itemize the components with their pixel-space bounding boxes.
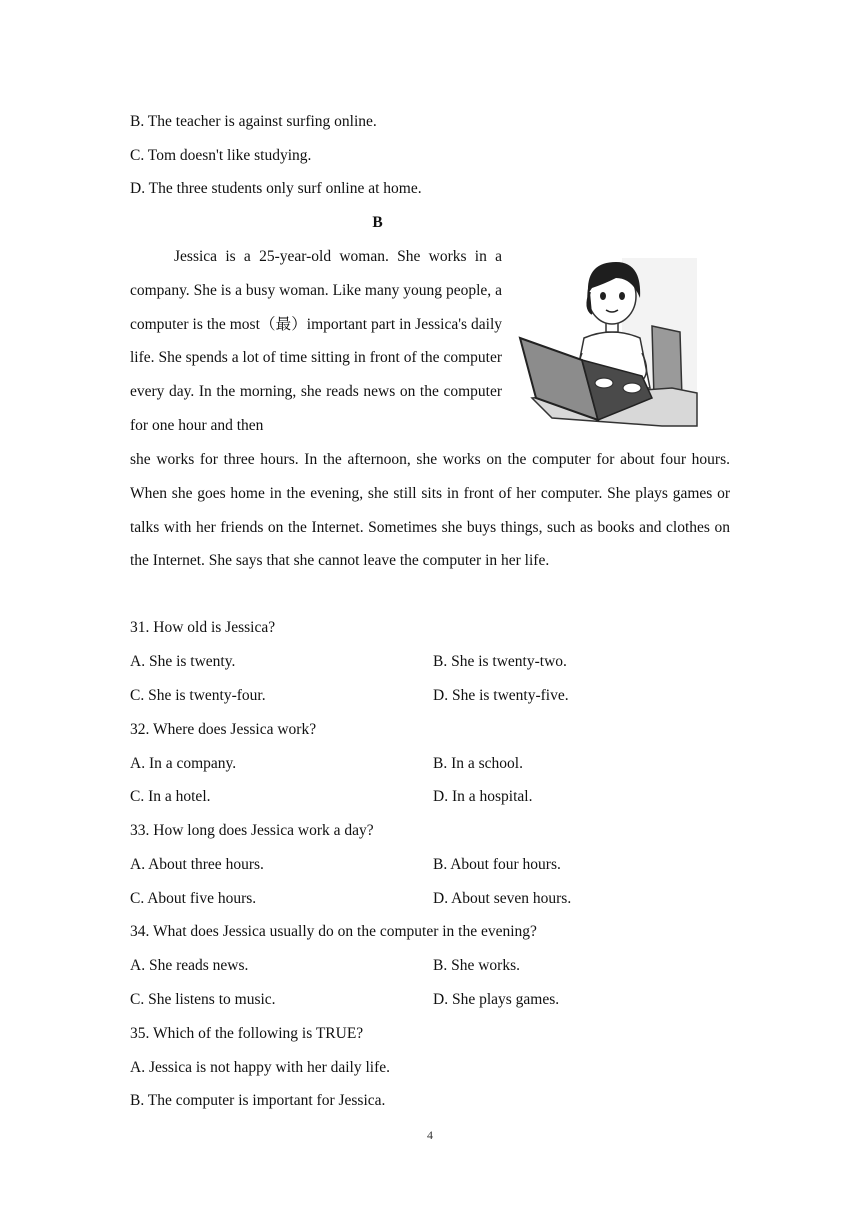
question-33-option-c[interactable]: C. About five hours. (130, 890, 257, 907)
question-32-option-b[interactable]: B. In a school. (433, 755, 523, 772)
section-heading: B (372, 214, 383, 231)
question-31-option-d[interactable]: D. She is twenty-five. (433, 687, 569, 704)
question-31-option-a[interactable]: A. She is twenty. (130, 653, 236, 670)
passage-narrow (130, 240, 502, 443)
woman-at-computer-illustration (512, 248, 702, 428)
question-33-option-d[interactable]: D. About seven hours. (433, 890, 572, 907)
passage-narrow-text: Jessica is a 25-year-old woman. She works in a company. She is a busy woman. Like many young people, a computer is the most（最）important part in Jessica's daily life. She spends a lot of time sitting in front of the computer every day. In the morning, she reads news on the computer for one hour and then (130, 248, 502, 434)
question-31-stem: 31. How old is Jessica? (130, 619, 276, 636)
question-32-stem: 32. Where does Jessica work? (130, 721, 317, 738)
question-32-option-c[interactable]: C. In a hotel. (130, 788, 211, 805)
question-33-stem: 33. How long does Jessica work a day? (130, 822, 374, 839)
page-number: 4 (427, 1128, 433, 1142)
question-35-option-a[interactable]: A. Jessica is not happy with her daily life. (130, 1059, 391, 1076)
option-c-prev: C. Tom doesn't like studying. (130, 147, 312, 164)
question-31-option-c[interactable]: C. She is twenty-four. (130, 687, 266, 704)
option-d-prev: D. The three students only surf online at home. (130, 180, 422, 197)
question-34-option-d[interactable]: D. She plays games. (433, 991, 560, 1008)
question-34-stem: 34. What does Jessica usually do on the computer in the evening? (130, 923, 537, 940)
question-34-option-b[interactable]: B. She works. (433, 957, 520, 974)
question-35-stem: 35. Which of the following is TRUE? (130, 1025, 364, 1042)
question-32-option-d[interactable]: D. In a hospital. (433, 788, 533, 805)
question-35-option-b[interactable]: B. The computer is important for Jessica. (130, 1092, 386, 1109)
option-b-prev: B. The teacher is against surfing online. (130, 113, 377, 130)
question-33-option-b[interactable]: B. About four hours. (433, 856, 561, 873)
question-31-option-b[interactable]: B. She is twenty-two. (433, 653, 567, 670)
question-32-option-a[interactable]: A. In a company. (130, 755, 237, 772)
question-34-option-a[interactable]: A. She reads news. (130, 957, 249, 974)
passage-wide-text: she works for three hours. In the afternoon, she works on the computer for about four hours. When she goes home in the evening, she still sits in front of her computer. She plays games or talks with her friends on the Internet. Sometimes she buys things, such as books and clothes on the Internet. She says that she cannot leave the computer in her life. (130, 451, 730, 570)
passage-wide (130, 443, 730, 578)
question-33-option-a[interactable]: A. About three hours. (130, 856, 264, 873)
question-34-option-c[interactable]: C. She listens to music. (130, 991, 276, 1008)
